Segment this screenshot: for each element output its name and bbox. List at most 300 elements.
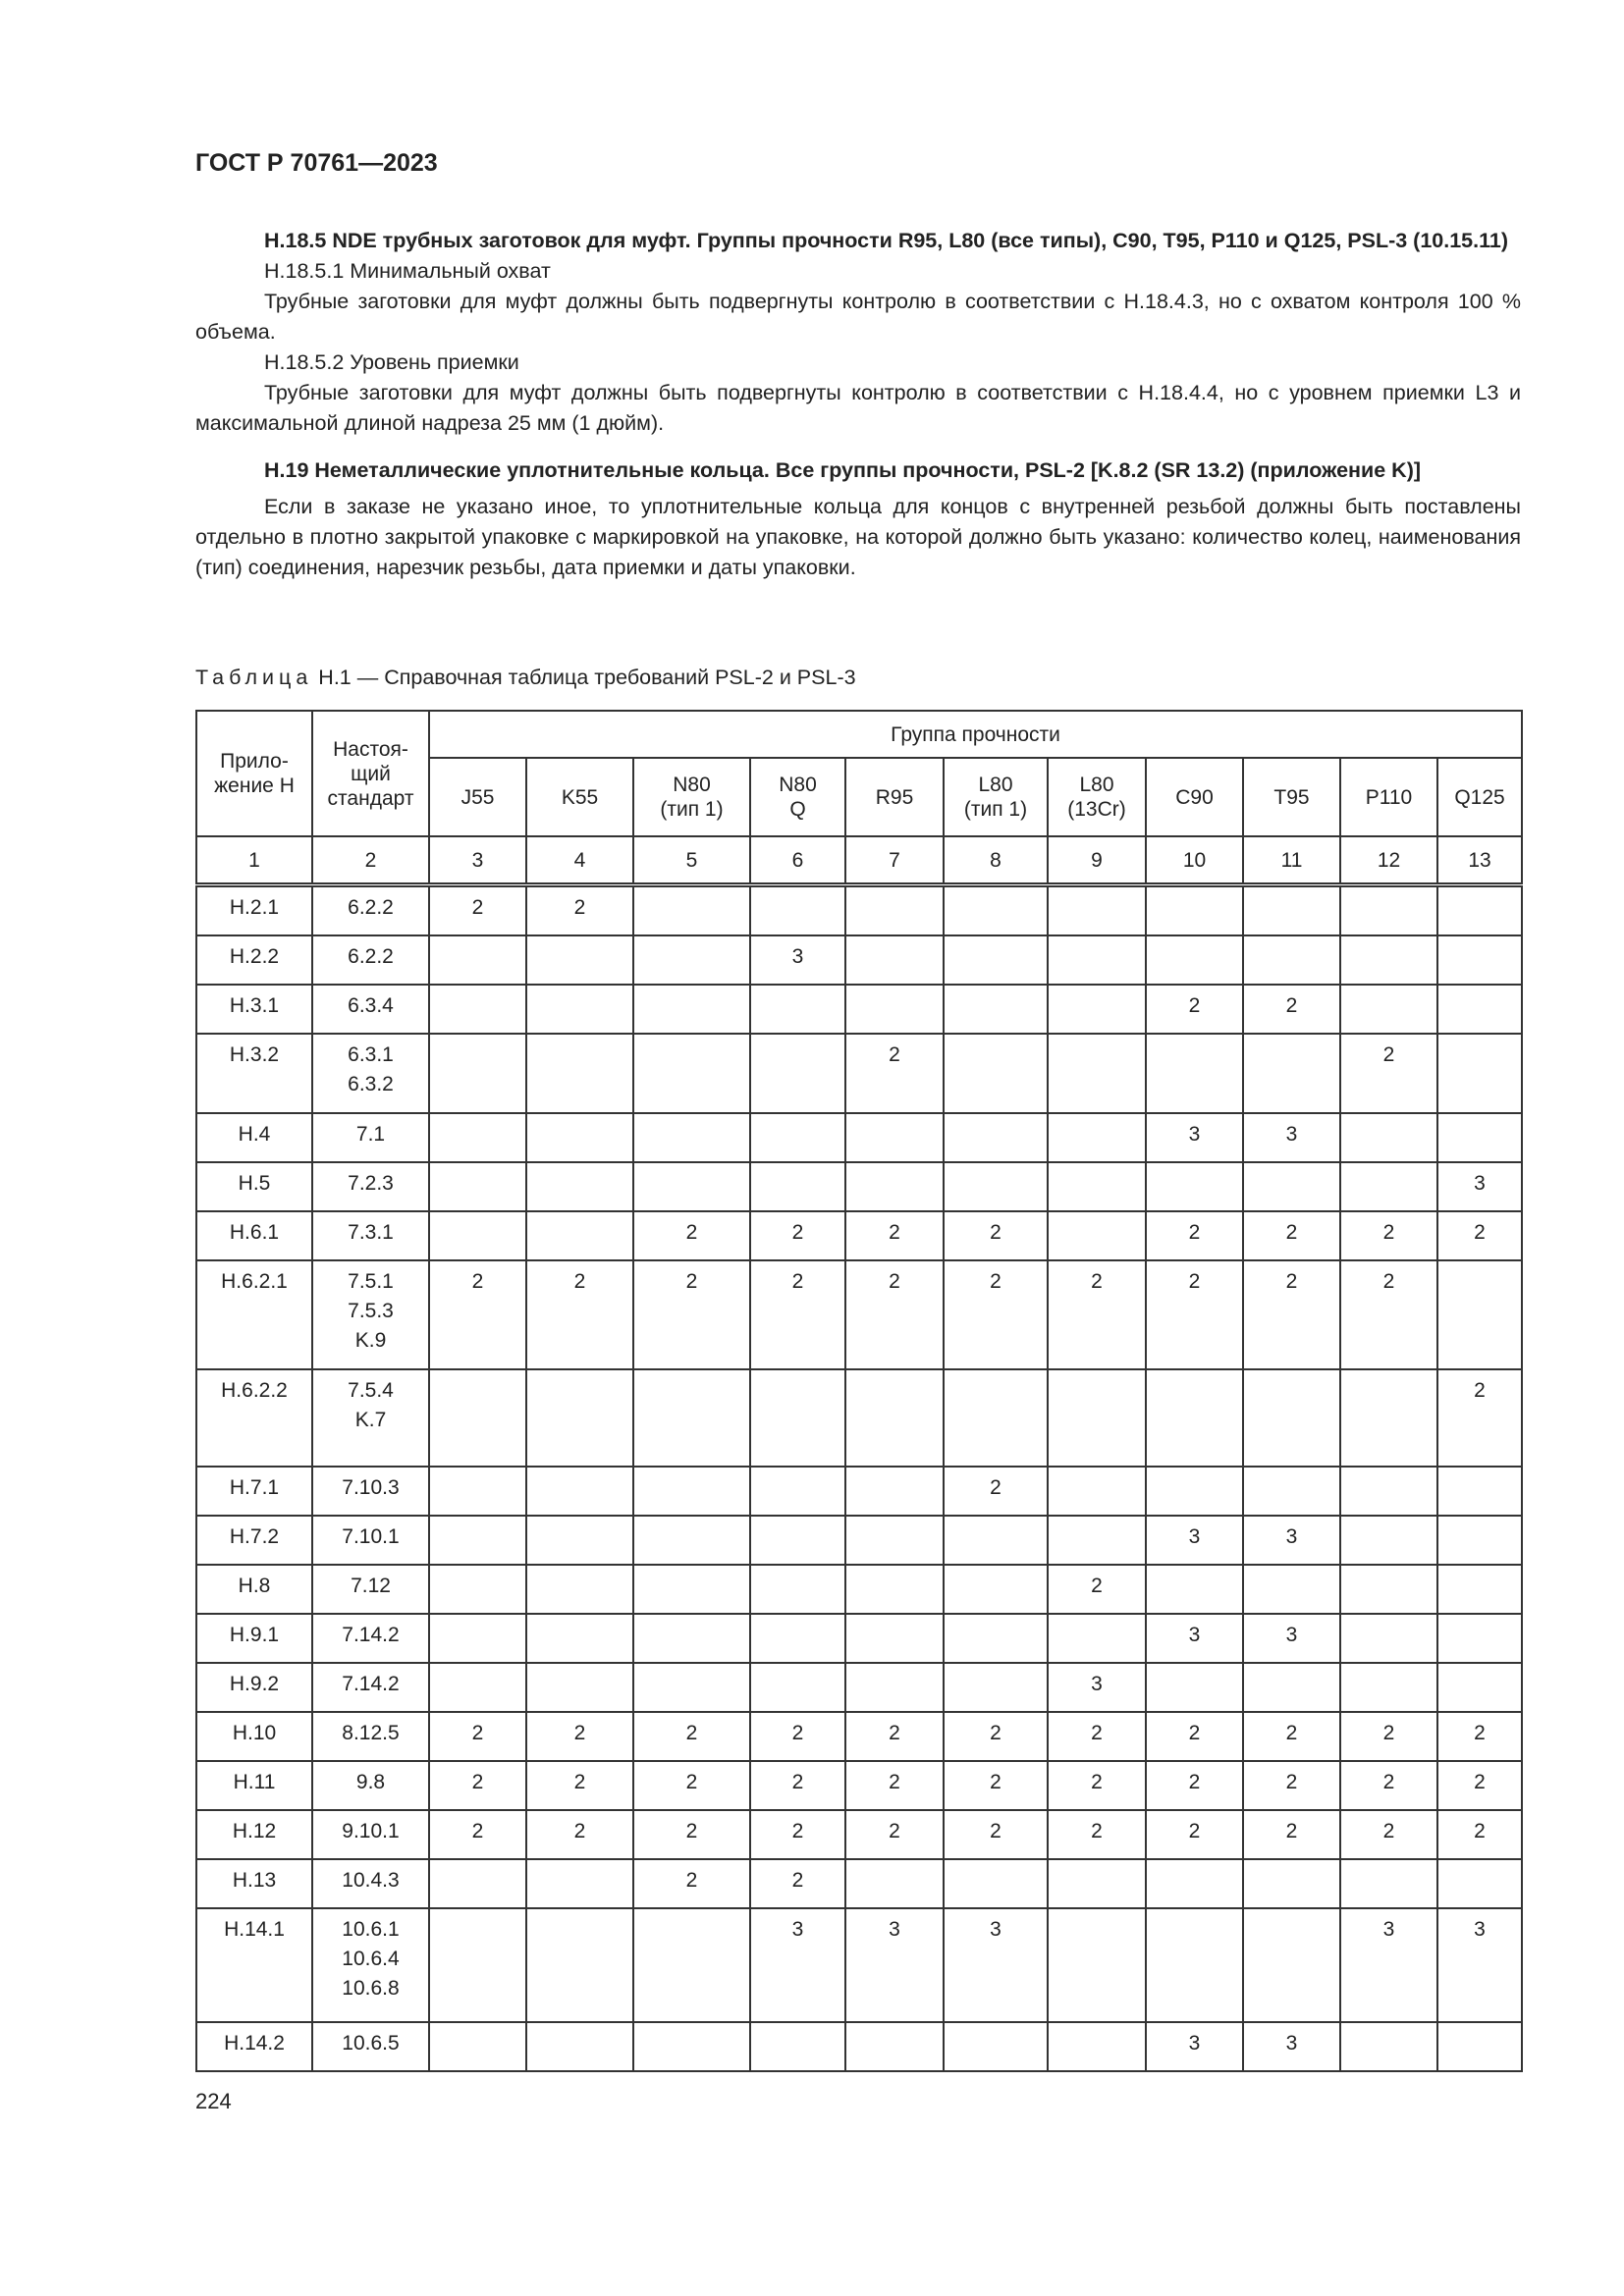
requirement-cell: 2 bbox=[845, 1211, 944, 1260]
requirement-cell: 3 bbox=[944, 1908, 1048, 2022]
requirement-cell bbox=[1146, 1034, 1243, 1113]
requirement-cell bbox=[845, 1859, 944, 1908]
requirement-cell bbox=[526, 1113, 633, 1162]
requirement-cell: 3 bbox=[1243, 2022, 1340, 2071]
requirement-cell bbox=[1243, 1162, 1340, 1211]
requirement-cell bbox=[944, 1369, 1048, 1467]
column-number: 11 bbox=[1243, 836, 1340, 885]
requirement-cell: 3 bbox=[1243, 1614, 1340, 1663]
requirement-cell bbox=[526, 985, 633, 1034]
requirement-cell bbox=[526, 2022, 633, 2071]
column-number: 10 bbox=[1146, 836, 1243, 885]
requirement-cell: 2 bbox=[1340, 1260, 1437, 1369]
requirement-cell: 2 bbox=[750, 1761, 845, 1810]
requirement-cell bbox=[526, 1516, 633, 1565]
grade-header: C90 bbox=[1146, 758, 1243, 836]
requirement-cell: 2 bbox=[1340, 1034, 1437, 1113]
requirement-cell: 2 bbox=[1340, 1211, 1437, 1260]
requirement-cell bbox=[845, 1369, 944, 1467]
requirement-cell bbox=[944, 1113, 1048, 1162]
requirement-cell bbox=[1437, 885, 1522, 936]
requirement-cell bbox=[845, 1162, 944, 1211]
table-row bbox=[196, 1859, 1522, 1908]
annex-ref-cell: Н.13 bbox=[196, 1859, 312, 1908]
requirement-cell bbox=[750, 1614, 845, 1663]
column-number: 12 bbox=[1340, 836, 1437, 885]
table-row bbox=[196, 1162, 1522, 1211]
paragraph: Если в заказе не указано иное, то уплотнительные кольца для концов с внутренней резьбой должны быть поставлены отдельно в плотно закрытой упаковке с маркировкой на упаковке, на которой должно быть указано: количество колец, наименования (тип) соединения, нарезчик резьбы, дата приемки и даты упаковки. bbox=[195, 495, 1521, 579]
annex-ref-cell: Н.9.1 bbox=[196, 1614, 312, 1663]
table-row bbox=[196, 1810, 1522, 1859]
standard-ref-cell: 7.1 bbox=[312, 1113, 429, 1162]
requirement-cell: 2 bbox=[1146, 1761, 1243, 1810]
grade-header: J55 bbox=[429, 758, 526, 836]
requirement-cell bbox=[633, 885, 750, 936]
requirement-cell: 2 bbox=[845, 1260, 944, 1369]
standard-ref-cell: 8.12.5 bbox=[312, 1712, 429, 1761]
requirement-cell bbox=[429, 1565, 526, 1614]
requirement-cell: 2 bbox=[1340, 1810, 1437, 1859]
requirement-cell bbox=[944, 1565, 1048, 1614]
requirement-cell bbox=[526, 1663, 633, 1712]
requirement-cell bbox=[429, 1211, 526, 1260]
table-row bbox=[196, 1467, 1522, 1516]
standard-ref-cell: 7.3.1 bbox=[312, 1211, 429, 1260]
caption-label: Таблица bbox=[195, 666, 313, 689]
requirement-cell bbox=[526, 1908, 633, 2022]
table-row bbox=[196, 1663, 1522, 1712]
requirement-cell bbox=[1146, 885, 1243, 936]
requirement-cell: 2 bbox=[633, 1712, 750, 1761]
requirement-cell bbox=[750, 1162, 845, 1211]
requirement-cell bbox=[633, 2022, 750, 2071]
standard-ref-cell: 10.4.3 bbox=[312, 1859, 429, 1908]
requirement-cell: 2 bbox=[944, 1761, 1048, 1810]
requirement-cell bbox=[1146, 1162, 1243, 1211]
requirement-cell: 2 bbox=[750, 1211, 845, 1260]
requirement-cell bbox=[944, 1614, 1048, 1663]
requirement-cell bbox=[1048, 2022, 1146, 2071]
requirement-cell bbox=[526, 1614, 633, 1663]
requirement-cell bbox=[526, 1162, 633, 1211]
requirement-cell bbox=[944, 1859, 1048, 1908]
table-row bbox=[196, 1614, 1522, 1663]
annex-ref-cell: Н.6.1 bbox=[196, 1211, 312, 1260]
requirement-cell: 2 bbox=[633, 1859, 750, 1908]
requirement-cell bbox=[429, 1034, 526, 1113]
requirement-cell bbox=[1048, 935, 1146, 985]
requirement-cell: 2 bbox=[526, 1810, 633, 1859]
requirement-cell bbox=[1437, 2022, 1522, 2071]
requirement-cell bbox=[1437, 985, 1522, 1034]
requirement-cell bbox=[1340, 1369, 1437, 1467]
requirement-cell: 2 bbox=[1146, 1260, 1243, 1369]
requirement-cell: 3 bbox=[1048, 1663, 1146, 1712]
requirements-table bbox=[195, 710, 1523, 2072]
requirement-cell: 3 bbox=[750, 1908, 845, 2022]
requirement-cell bbox=[845, 1663, 944, 1712]
requirement-cell bbox=[1243, 885, 1340, 936]
annex-ref-cell: Н.4 bbox=[196, 1113, 312, 1162]
requirement-cell bbox=[1048, 985, 1146, 1034]
requirement-cell bbox=[1243, 1565, 1340, 1614]
requirement-cell bbox=[1340, 1663, 1437, 1712]
requirement-cell: 3 bbox=[1437, 1908, 1522, 2022]
requirement-cell bbox=[1437, 1859, 1522, 1908]
requirement-cell bbox=[633, 1162, 750, 1211]
requirement-cell bbox=[1437, 1516, 1522, 1565]
annex-ref-cell: Н.5 bbox=[196, 1162, 312, 1211]
requirement-cell bbox=[750, 885, 845, 936]
standard-ref-cell: 7.14.2 bbox=[312, 1614, 429, 1663]
requirement-cell bbox=[1146, 935, 1243, 985]
requirement-cell bbox=[633, 1113, 750, 1162]
table-row bbox=[196, 985, 1522, 1034]
requirement-cell bbox=[944, 935, 1048, 985]
annex-ref-cell: Н.14.2 bbox=[196, 2022, 312, 2071]
page-number: 224 bbox=[195, 2089, 232, 2113]
requirement-cell bbox=[1437, 1113, 1522, 1162]
requirement-cell bbox=[1437, 1663, 1522, 1712]
requirement-cell: 2 bbox=[526, 1260, 633, 1369]
requirement-cell bbox=[845, 885, 944, 936]
grade-header: L80 (13Cr) bbox=[1048, 758, 1146, 836]
grade-header: N80 (тип 1) bbox=[633, 758, 750, 836]
table-caption bbox=[195, 666, 856, 690]
requirement-cell bbox=[1048, 1211, 1146, 1260]
requirement-cell: 2 bbox=[1243, 1211, 1340, 1260]
requirement-cell bbox=[1048, 1516, 1146, 1565]
column-number: 8 bbox=[944, 836, 1048, 885]
requirement-cell bbox=[1437, 1034, 1522, 1113]
column-number: 7 bbox=[845, 836, 944, 885]
column-number: 13 bbox=[1437, 836, 1522, 885]
standard-ref-cell: 10.6.5 bbox=[312, 2022, 429, 2071]
requirement-cell: 3 bbox=[1340, 1908, 1437, 2022]
requirement-cell bbox=[1340, 1516, 1437, 1565]
requirement-cell: 2 bbox=[1340, 1712, 1437, 1761]
requirement-cell: 3 bbox=[845, 1908, 944, 2022]
requirement-cell bbox=[633, 1034, 750, 1113]
requirement-cell: 2 bbox=[429, 1712, 526, 1761]
column-number: 2 bbox=[312, 836, 429, 885]
requirement-cell bbox=[1437, 1565, 1522, 1614]
requirement-cell bbox=[1340, 1467, 1437, 1516]
requirement-cell bbox=[526, 1859, 633, 1908]
requirement-cell bbox=[633, 1908, 750, 2022]
requirement-cell bbox=[845, 1614, 944, 1663]
requirement-cell: 2 bbox=[944, 1467, 1048, 1516]
requirement-cell bbox=[1146, 1663, 1243, 1712]
requirement-cell bbox=[633, 1614, 750, 1663]
requirement-cell bbox=[1437, 1614, 1522, 1663]
requirement-cell bbox=[750, 1034, 845, 1113]
requirement-cell bbox=[429, 1113, 526, 1162]
requirement-cell bbox=[1146, 1565, 1243, 1614]
table-row bbox=[196, 1113, 1522, 1162]
document-title: ГОСТ Р 70761—2023 bbox=[195, 149, 438, 177]
annex-ref-cell: Н.8 bbox=[196, 1565, 312, 1614]
table-row bbox=[196, 1369, 1522, 1467]
requirement-cell bbox=[429, 1369, 526, 1467]
requirement-cell bbox=[526, 1467, 633, 1516]
requirement-cell: 2 bbox=[633, 1810, 750, 1859]
grade-header: N80 Q bbox=[750, 758, 845, 836]
requirement-cell bbox=[845, 1113, 944, 1162]
requirement-cell: 2 bbox=[1437, 1761, 1522, 1810]
requirement-cell bbox=[1048, 1113, 1146, 1162]
requirement-cell: 3 bbox=[1146, 2022, 1243, 2071]
paragraph: Трубные заготовки для муфт должны быть подвергнуты контролю в соответствии с Н.18.4.4, но с уровнем приемки L3 и максимальной длиной надреза 25 мм (1 дюйм). bbox=[195, 381, 1521, 435]
requirement-cell: 2 bbox=[845, 1712, 944, 1761]
column-number-row bbox=[196, 836, 1522, 885]
column-number: 4 bbox=[526, 836, 633, 885]
requirement-cell: 2 bbox=[633, 1761, 750, 1810]
requirement-cell bbox=[526, 1211, 633, 1260]
requirement-cell bbox=[429, 1663, 526, 1712]
requirement-cell: 2 bbox=[750, 1260, 845, 1369]
column-number: 6 bbox=[750, 836, 845, 885]
requirement-cell bbox=[1243, 1467, 1340, 1516]
grade-header: R95 bbox=[845, 758, 944, 836]
requirement-cell bbox=[633, 1369, 750, 1467]
requirement-cell bbox=[1048, 885, 1146, 936]
table-row bbox=[196, 2022, 1522, 2071]
requirement-cell bbox=[1243, 1859, 1340, 1908]
requirement-cell: 2 bbox=[1243, 1712, 1340, 1761]
standard-ref-cell: 7.2.3 bbox=[312, 1162, 429, 1211]
requirement-cell: 2 bbox=[1243, 985, 1340, 1034]
requirement-cell: 2 bbox=[750, 1859, 845, 1908]
requirement-cell bbox=[1340, 2022, 1437, 2071]
requirement-cell: 3 bbox=[1146, 1113, 1243, 1162]
requirement-cell bbox=[633, 985, 750, 1034]
requirement-cell bbox=[429, 1859, 526, 1908]
requirement-cell bbox=[429, 2022, 526, 2071]
requirement-cell bbox=[1340, 1162, 1437, 1211]
requirement-cell: 2 bbox=[1048, 1565, 1146, 1614]
requirement-cell bbox=[1146, 1369, 1243, 1467]
column-number: 5 bbox=[633, 836, 750, 885]
requirement-cell bbox=[1340, 1614, 1437, 1663]
requirement-cell: 2 bbox=[1243, 1761, 1340, 1810]
requirement-cell: 2 bbox=[1437, 1211, 1522, 1260]
requirement-cell: 3 bbox=[1243, 1516, 1340, 1565]
requirement-cell bbox=[1243, 1663, 1340, 1712]
requirement-cell: 2 bbox=[944, 1211, 1048, 1260]
annex-ref-cell: Н.7.1 bbox=[196, 1467, 312, 1516]
table-row bbox=[196, 1712, 1522, 1761]
table-row bbox=[196, 1565, 1522, 1614]
requirement-cell bbox=[1146, 1908, 1243, 2022]
requirement-cell bbox=[750, 1467, 845, 1516]
requirement-cell: 2 bbox=[1437, 1712, 1522, 1761]
column-header-standard: Настоя- щий стандарт bbox=[312, 711, 429, 836]
requirement-cell bbox=[526, 1369, 633, 1467]
requirement-cell: 2 bbox=[1340, 1761, 1437, 1810]
paragraph: Трубные заготовки для муфт должны быть подвергнуты контролю в соответствии с Н.18.4.3, но с охватом контроля 100 % объема. bbox=[195, 290, 1521, 344]
requirement-cell bbox=[1340, 885, 1437, 936]
requirement-cell bbox=[944, 2022, 1048, 2071]
document-body bbox=[195, 226, 1521, 583]
requirement-cell: 3 bbox=[750, 935, 845, 985]
requirement-cell: 3 bbox=[1243, 1113, 1340, 1162]
requirement-cell bbox=[750, 985, 845, 1034]
table-row bbox=[196, 935, 1522, 985]
requirement-cell bbox=[429, 1162, 526, 1211]
requirement-cell: 2 bbox=[750, 1712, 845, 1761]
annex-ref-cell: Н.3.1 bbox=[196, 985, 312, 1034]
subsection-heading: Н.18.5.2 Уровень приемки bbox=[264, 350, 519, 374]
requirement-cell bbox=[944, 885, 1048, 936]
annex-ref-cell: Н.2.1 bbox=[196, 885, 312, 936]
standard-ref-cell: 6.2.2 bbox=[312, 885, 429, 936]
subsection-heading: Н.18.5.1 Минимальный охват bbox=[264, 259, 551, 283]
annex-ref-cell: Н.6.2.1 bbox=[196, 1260, 312, 1369]
requirement-cell: 2 bbox=[750, 1810, 845, 1859]
requirement-cell bbox=[750, 1663, 845, 1712]
requirement-cell bbox=[1437, 1260, 1522, 1369]
requirement-cell bbox=[944, 985, 1048, 1034]
requirement-cell: 2 bbox=[1243, 1260, 1340, 1369]
requirement-cell bbox=[944, 1034, 1048, 1113]
standard-ref-cell: 7.5.4 K.7 bbox=[312, 1369, 429, 1467]
requirement-cell bbox=[944, 1162, 1048, 1211]
requirement-cell: 2 bbox=[944, 1712, 1048, 1761]
requirement-cell bbox=[845, 1565, 944, 1614]
requirement-cell bbox=[633, 935, 750, 985]
column-number: 3 bbox=[429, 836, 526, 885]
annex-ref-cell: Н.3.2 bbox=[196, 1034, 312, 1113]
standard-ref-cell: 7.10.3 bbox=[312, 1467, 429, 1516]
requirement-cell: 3 bbox=[1437, 1162, 1522, 1211]
requirement-cell bbox=[750, 1113, 845, 1162]
requirement-cell: 2 bbox=[633, 1211, 750, 1260]
requirement-cell bbox=[633, 1467, 750, 1516]
requirement-cell: 2 bbox=[1048, 1761, 1146, 1810]
requirement-cell bbox=[750, 1565, 845, 1614]
standard-ref-cell: 7.5.1 7.5.3 K.9 bbox=[312, 1260, 429, 1369]
requirement-cell: 2 bbox=[1437, 1369, 1522, 1467]
requirement-cell: 2 bbox=[633, 1260, 750, 1369]
column-number: 1 bbox=[196, 836, 312, 885]
table-row bbox=[196, 885, 1522, 936]
annex-ref-cell: Н.9.2 bbox=[196, 1663, 312, 1712]
standard-ref-cell: 9.10.1 bbox=[312, 1810, 429, 1859]
requirement-cell: 2 bbox=[1146, 1211, 1243, 1260]
requirement-cell bbox=[1048, 1908, 1146, 2022]
requirement-cell: 2 bbox=[429, 1761, 526, 1810]
standard-ref-cell: 10.6.1 10.6.4 10.6.8 bbox=[312, 1908, 429, 2022]
requirement-cell: 3 bbox=[1146, 1516, 1243, 1565]
requirement-cell: 2 bbox=[1048, 1810, 1146, 1859]
requirement-cell bbox=[845, 935, 944, 985]
requirement-cell bbox=[429, 985, 526, 1034]
grade-header: T95 bbox=[1243, 758, 1340, 836]
requirement-cell: 2 bbox=[944, 1810, 1048, 1859]
caption-text: Н.1 — Справочная таблица требований PSL-2 и PSL-3 bbox=[312, 666, 856, 689]
section-heading-h19: Н.19 Неметаллические уплотнительные кольца. Все группы прочности, PSL-2 [K.8.2 (SR 13.2) (приложение K)] bbox=[264, 458, 1422, 482]
requirement-cell bbox=[944, 1516, 1048, 1565]
requirement-cell bbox=[750, 2022, 845, 2071]
annex-ref-cell: Н.6.2.2 bbox=[196, 1369, 312, 1467]
requirement-cell bbox=[750, 1516, 845, 1565]
requirement-cell bbox=[1437, 935, 1522, 985]
column-header-strength-group: Группа прочности bbox=[429, 711, 1522, 758]
requirement-cell bbox=[429, 935, 526, 985]
requirement-cell bbox=[1340, 1859, 1437, 1908]
requirement-cell: 2 bbox=[526, 1712, 633, 1761]
requirement-cell bbox=[429, 1908, 526, 2022]
table-row bbox=[196, 1908, 1522, 2022]
requirement-cell: 2 bbox=[845, 1761, 944, 1810]
grade-header: K55 bbox=[526, 758, 633, 836]
standard-ref-cell: 6.3.4 bbox=[312, 985, 429, 1034]
grade-header: Q125 bbox=[1437, 758, 1522, 836]
requirement-cell bbox=[944, 1663, 1048, 1712]
requirement-cell: 2 bbox=[1243, 1810, 1340, 1859]
requirement-cell: 2 bbox=[429, 885, 526, 936]
requirement-cell bbox=[750, 1369, 845, 1467]
requirement-cell bbox=[1340, 985, 1437, 1034]
standard-ref-cell: 9.8 bbox=[312, 1761, 429, 1810]
annex-ref-cell: Н.12 bbox=[196, 1810, 312, 1859]
requirement-cell bbox=[526, 935, 633, 985]
requirement-cell: 2 bbox=[429, 1260, 526, 1369]
requirement-cell bbox=[633, 1516, 750, 1565]
standard-ref-cell: 7.12 bbox=[312, 1565, 429, 1614]
standard-ref-cell: 6.2.2 bbox=[312, 935, 429, 985]
annex-ref-cell: Н.11 bbox=[196, 1761, 312, 1810]
requirement-cell: 2 bbox=[845, 1810, 944, 1859]
requirement-cell bbox=[845, 1467, 944, 1516]
requirement-cell bbox=[1048, 1614, 1146, 1663]
requirement-cell bbox=[633, 1663, 750, 1712]
requirement-cell: 3 bbox=[1146, 1614, 1243, 1663]
header-row bbox=[196, 711, 1522, 758]
requirement-cell bbox=[633, 1565, 750, 1614]
requirement-cell bbox=[845, 985, 944, 1034]
requirement-cell bbox=[1048, 1859, 1146, 1908]
table-row bbox=[196, 1260, 1522, 1369]
table-row bbox=[196, 1211, 1522, 1260]
requirement-cell bbox=[845, 2022, 944, 2071]
requirement-cell: 2 bbox=[1146, 985, 1243, 1034]
requirement-cell: 2 bbox=[944, 1260, 1048, 1369]
requirement-cell bbox=[429, 1467, 526, 1516]
standard-ref-cell: 7.14.2 bbox=[312, 1663, 429, 1712]
table-row bbox=[196, 1516, 1522, 1565]
table-row bbox=[196, 1034, 1522, 1113]
annex-ref-cell: Н.10 bbox=[196, 1712, 312, 1761]
section-heading-h18-5: Н.18.5 NDE трубных заготовок для муфт. Группы прочности R95, L80 (все типы), C90, T95, P110 и Q125, PSL-3 (10.15.11) bbox=[264, 229, 1508, 252]
requirement-cell bbox=[526, 1034, 633, 1113]
requirement-cell bbox=[1146, 1859, 1243, 1908]
requirement-cell bbox=[1340, 935, 1437, 985]
requirement-cell: 2 bbox=[1048, 1712, 1146, 1761]
requirement-cell bbox=[1243, 1369, 1340, 1467]
requirement-cell: 2 bbox=[1146, 1810, 1243, 1859]
annex-ref-cell: Н.14.1 bbox=[196, 1908, 312, 2022]
requirement-cell bbox=[526, 1565, 633, 1614]
column-number: 9 bbox=[1048, 836, 1146, 885]
requirement-cell: 2 bbox=[845, 1034, 944, 1113]
column-header-annex: Прило- жение Н bbox=[196, 711, 312, 836]
requirement-cell: 2 bbox=[1048, 1260, 1146, 1369]
grade-header: L80 (тип 1) bbox=[944, 758, 1048, 836]
requirement-cell bbox=[845, 1516, 944, 1565]
requirement-cell: 2 bbox=[1437, 1810, 1522, 1859]
